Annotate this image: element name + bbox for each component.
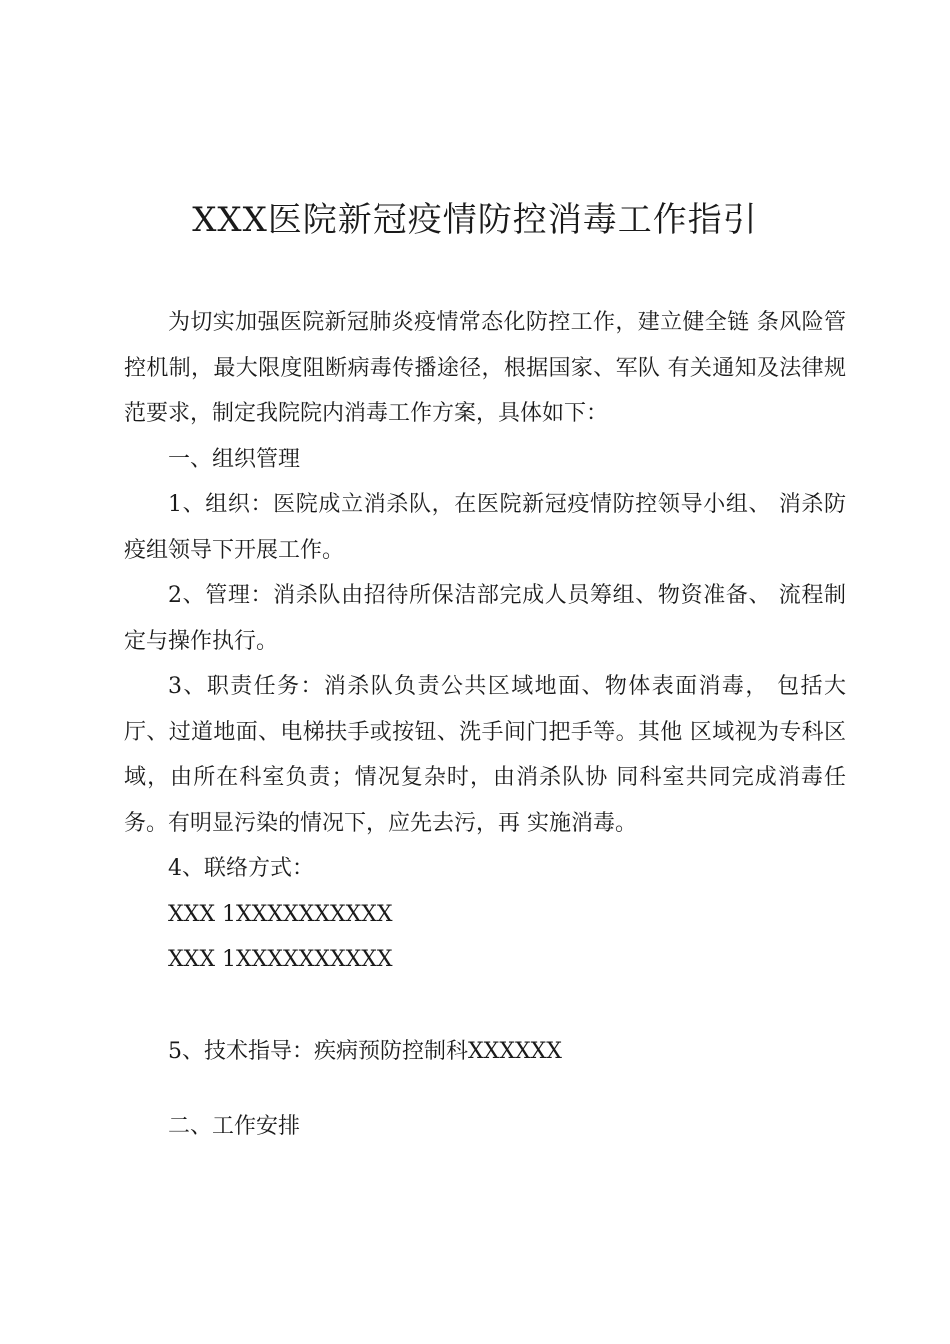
- contact-line: XXX 1XXXXXXXXXX: [168, 947, 393, 972]
- document-title: XXX医院新冠疫情防控消毒工作指引: [192, 200, 758, 240]
- section-heading-organization: 一、组织管理: [168, 446, 301, 472]
- item-responsibilities: 3、职责任务：消杀队负责公共区域地面、物体表面消毒， 包括大厅、过道地面、电梯扶手或按钮、洗手间门把手等。其他 区域视为专科区域，由所在科室负责；情况复杂时，由消杀队协 同科室共同完成消毒任务。有明显污染的情况下，应先去污，再 实施消毒。: [124, 674, 846, 836]
- intro-paragraph: 为切实加强医院新冠肺炎疫情常态化防控工作，建立健全链 条风险管控机制，最大限度阻断病毒传播途径，根据国家、军队 有关通知及法律规范要求，制定我院院内消毒工作方案，具体如下：: [124, 310, 846, 426]
- item-contact-method: 4、联络方式：: [168, 856, 314, 881]
- contact-line: XXX 1XXXXXXXXXX: [168, 901, 393, 927]
- item-organization: 1、组织：医院成立消杀队，在医院新冠疫情防控领导小组、 消杀防疫组领导下开展工作。: [124, 492, 846, 563]
- item-management: 2、管理：消杀队由招待所保洁部完成人员筹组、物资准备、 流程制定与操作执行。: [124, 583, 846, 654]
- document-body: [124, 300, 846, 1150]
- item-technical-guidance: 5、技术指导：疾病预防控制科XXXXXX: [168, 1038, 562, 1064]
- section-heading-work-arrangement: 二、工作安排: [168, 1114, 301, 1139]
